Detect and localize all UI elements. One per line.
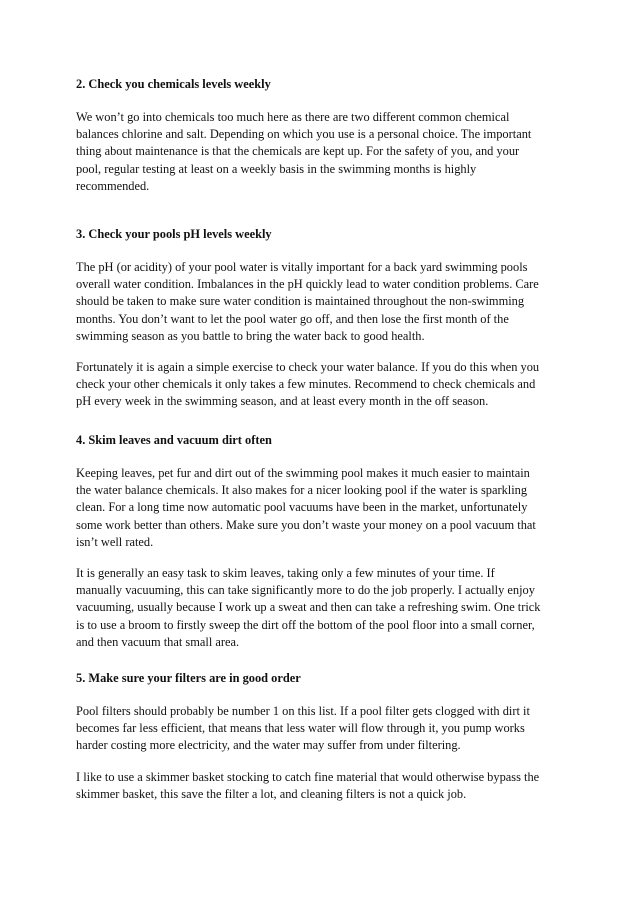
section-ph-levels <box>76 226 576 425</box>
section-paragraph: It is generally an easy task to skim leaves, taking only a few minutes of your time. If manually vacuuming, this can take significantly more to do the job properly. I actually enjoy vacuuming, usually because I work up a sweat and then can take a refreshing swim. One trick is to use a broom to firstly sweep the dirt off the bottom of the pool floor into a small corner, and then vacuum that small area. <box>76 566 541 649</box>
section-paragraph: Keeping leaves, pet fur and dirt out of the swimming pool makes it much easier to maintain the water balance chemicals. It also makes for a nicer looking pool if the water is sparkling clean. For a long time now automatic pool vacuums have been in the market, unfortunately some work better than others. Make sure you don’t waste your money on a pool vacuum that isn’t well rated. <box>76 466 536 549</box>
section-chemicals <box>76 76 576 209</box>
section-heading: 3. Check your pools pH levels weekly <box>76 227 272 241</box>
section-paragraph: The pH (or acidity) of your pool water is vitally important for a back yard swimming pools overall water condition. Imbalances in the pH quickly lead to water condition problems. Care should be taken to make sure water condition is maintained throughout the non-swimming months. You don’t want to let the pool water go off, and then lose the first month of the swimming season as you battle to bring the water back to good health. <box>76 260 539 343</box>
section-filters <box>76 670 576 817</box>
section-heading: 5. Make sure your filters are in good order <box>76 671 301 685</box>
section-heading: 2. Check you chemicals levels weekly <box>76 77 271 91</box>
section-heading: 4. Skim leaves and vacuum dirt often <box>76 433 272 447</box>
section-paragraph: Pool filters should probably be number 1 on this list. If a pool filter gets clogged with dirt it becomes far less efficient, that means that less water will flow through it, you pump works harder costing more electricity, and the water may suffer from under filtering. <box>76 704 530 753</box>
section-paragraph: We won’t go into chemicals too much here as there are two different common chemical balances chlorine and salt. Depending on which you use is a personal choice. The important thing about maintenance is that the chemicals are kept up. For the safety of you, and your pool, regular testing at least on a weekly basis in the swimming months is highly recommended. <box>76 110 532 193</box>
section-paragraph: I like to use a skimmer basket stocking to catch fine material that would otherwise bypass the skimmer basket, this save the filter a lot, and cleaning filters is not a quick job. <box>76 769 540 801</box>
section-skim-vacuum <box>76 432 576 665</box>
section-paragraph: Fortunately it is again a simple exercise to check your water balance. If you do this when you check your other chemicals it only takes a few minutes. Recommend to check chemicals and pH every week in the swimming season, and at least every month in the off season. <box>76 360 540 409</box>
